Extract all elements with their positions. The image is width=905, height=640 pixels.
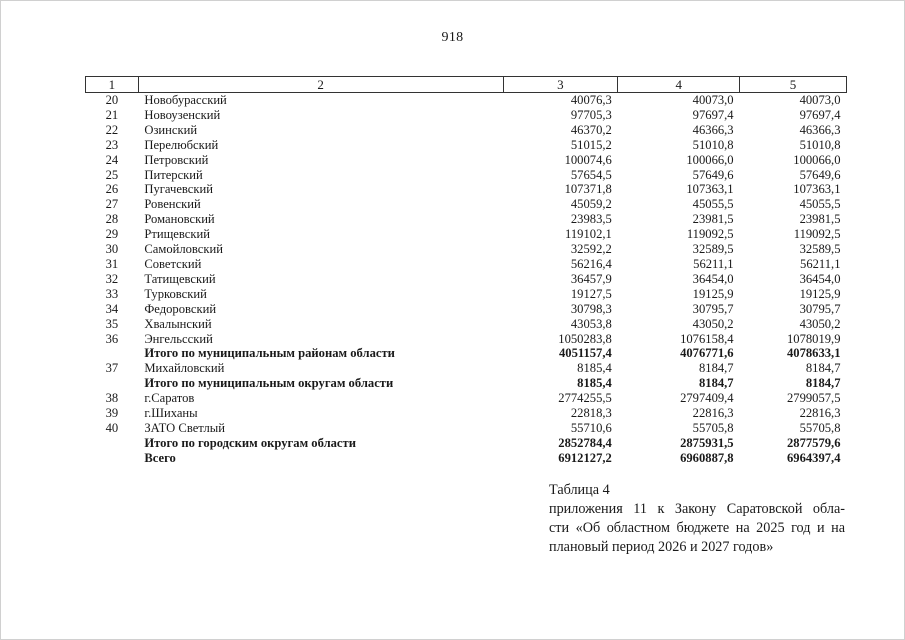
row-number: 36: [105, 331, 119, 346]
row-value-col5: 119092,5: [793, 227, 841, 242]
table-row: [86, 272, 847, 287]
page-number: 918: [441, 30, 464, 45]
row-number: [86, 451, 139, 466]
row-value-col5: 51010,8: [799, 137, 841, 152]
row-name: Федоровский: [144, 301, 217, 316]
table-row: [86, 212, 847, 227]
row-value-col3: 119102,1: [565, 227, 612, 242]
row-value-col3: 55710,6: [570, 420, 612, 435]
row-number: [86, 436, 139, 451]
row-number: 39: [105, 406, 119, 421]
row-value-col4: 51010,8: [692, 137, 734, 152]
caption-title: Таблица 4: [549, 482, 610, 498]
row-value-col5: 22816,3: [799, 406, 841, 421]
row-number: 37: [105, 361, 119, 376]
row-value-col4: 100066,0: [686, 152, 734, 167]
row-value-col5: 1078019,9: [786, 331, 841, 346]
table-row: [86, 93, 847, 108]
row-value-col4: 40073,0: [692, 93, 734, 107]
row-name: Татищевский: [144, 271, 216, 286]
table-header: [86, 77, 847, 93]
row-number: 38: [105, 391, 119, 406]
table-row: [86, 317, 847, 332]
row-value-col5: 45055,5: [799, 197, 841, 212]
column-header-1: 1: [86, 77, 139, 93]
table-row: [86, 182, 847, 197]
row-value-col5: 55705,8: [799, 420, 841, 435]
row-number: 26: [105, 182, 119, 197]
row-value-col4: 30795,7: [692, 301, 734, 316]
row-name: Советский: [144, 256, 202, 271]
row-number: [86, 346, 139, 361]
row-value-col4: 45055,5: [692, 197, 734, 212]
header-row: [86, 77, 847, 93]
row-name: Новобурасский: [144, 93, 227, 107]
row-value-col5: 100066,0: [793, 152, 841, 167]
row-name: Хвалынский: [144, 316, 212, 331]
row-value-col3: 1050283,8: [558, 331, 612, 346]
row-name: Пугачевский: [144, 182, 213, 197]
row-value-col5: 32589,5: [799, 242, 841, 257]
table-row: [86, 168, 847, 183]
row-value-col3: 6912127,2: [558, 450, 612, 465]
row-number: 25: [105, 167, 119, 182]
row-value-col3: 8185,4: [577, 361, 612, 376]
table-total-row: [86, 376, 847, 391]
row-value-col3: 56216,4: [570, 256, 612, 271]
row-name: Итого по городским округам области: [144, 435, 356, 450]
row-value-col5: 8184,7: [805, 361, 841, 376]
row-value-col3: 97705,3: [570, 107, 612, 122]
row-value-col5: 2799057,5: [786, 391, 841, 406]
row-value-col4: 23981,5: [692, 212, 734, 227]
row-value-col5: 30795,7: [799, 301, 841, 316]
row-value-col3: 32592,2: [570, 242, 612, 257]
row-number: 29: [105, 227, 119, 242]
row-name: Новоузенский: [144, 107, 221, 122]
column-header-3: 3: [503, 77, 618, 93]
row-value-col4: 2797409,4: [680, 391, 734, 406]
row-value-col5: 97697,4: [799, 107, 841, 122]
table-row: [86, 391, 847, 406]
row-value-col3: 22818,3: [570, 406, 612, 421]
row-value-col5: 19125,9: [799, 286, 841, 301]
table-row: [86, 257, 847, 272]
row-name: ЗАТО Светлый: [144, 420, 225, 435]
row-value-col5: 6964397,4: [786, 450, 841, 465]
row-value-col4: 8184,7: [698, 376, 734, 391]
row-number: 21: [105, 107, 119, 122]
table-row: [86, 153, 847, 168]
row-value-col5: 2877579,6: [786, 435, 841, 450]
row-value-col4: 107363,1: [686, 182, 734, 197]
row-value-col5: 56211,1: [800, 256, 841, 271]
table-total-row: [86, 436, 847, 451]
row-value-col4: 55705,8: [692, 420, 734, 435]
caption-line: плановый период 2026 и 2027 годов»: [549, 539, 774, 555]
caption-line: сти «Об областном бюджете на 2025 год и на: [549, 520, 845, 536]
row-name: Питерский: [144, 167, 203, 182]
row-number: 33: [105, 286, 119, 301]
row-name: Всего: [144, 450, 176, 465]
row-value-col5: 23981,5: [799, 212, 841, 227]
row-value-col4: 43050,2: [692, 316, 734, 331]
row-value-col4: 36454,0: [692, 271, 734, 286]
row-value-col3: 23983,5: [570, 212, 612, 227]
table-row: [86, 361, 847, 376]
row-value-col4: 57649,6: [692, 167, 734, 182]
table-row: [86, 123, 847, 138]
row-value-col3: 8185,4: [577, 376, 612, 391]
row-value-col3: 36457,9: [570, 271, 612, 286]
row-value-col3: 57654,5: [570, 167, 612, 182]
row-name: Итого по муниципальным округам области: [144, 376, 394, 391]
row-number: 22: [105, 122, 119, 137]
table-row: [86, 287, 847, 302]
column-header-4: 4: [618, 77, 740, 93]
table-row: [86, 421, 847, 436]
row-name: Самойловский: [144, 242, 223, 257]
table-total-row: [86, 346, 847, 361]
row-name: Михайловский: [144, 361, 225, 376]
row-value-col5: 40073,0: [799, 93, 841, 107]
row-number: 31: [105, 256, 119, 271]
row-value-col5: 36454,0: [799, 271, 841, 286]
row-name: Петровский: [144, 152, 209, 167]
row-value-col3: 45059,2: [570, 197, 612, 212]
row-number: 34: [105, 301, 119, 316]
row-value-col4: 22816,3: [692, 406, 734, 421]
row-number: 27: [105, 197, 119, 212]
row-name: Турковский: [144, 286, 207, 301]
table-row: [86, 108, 847, 123]
table-row: [86, 406, 847, 421]
table-row: [86, 138, 847, 153]
row-value-col5: 107363,1: [793, 182, 841, 197]
row-name: Перелюбский: [144, 137, 219, 152]
row-value-col4: 97697,4: [692, 107, 734, 122]
table-caption: [549, 481, 845, 557]
table-row: [86, 197, 847, 212]
row-number: 20: [105, 93, 119, 107]
row-value-col5: 46366,3: [799, 122, 841, 137]
row-value-col4: 46366,3: [692, 122, 734, 137]
budget-table: [85, 76, 847, 466]
row-value-col4: 19125,9: [692, 286, 734, 301]
row-number: 35: [105, 316, 119, 331]
table-row: [86, 302, 847, 317]
row-value-col5: 8184,7: [805, 376, 841, 391]
column-header-2: 2: [138, 77, 503, 93]
row-value-col3: 2852784,4: [558, 435, 612, 450]
row-name: Романовский: [144, 212, 215, 227]
row-name: Ровенский: [144, 197, 201, 212]
row-number: 40: [105, 420, 119, 435]
row-number: 24: [105, 152, 119, 167]
table-total-row: [86, 451, 847, 466]
row-name: г.Шиханы: [144, 406, 198, 421]
row-value-col4: 4076771,6: [680, 346, 734, 361]
row-value-col4: 2875931,5: [680, 435, 734, 450]
caption-line: приложения 11 к Закону Саратовской обла-: [549, 501, 845, 517]
table-row: [86, 227, 847, 242]
row-value-col3: 43053,8: [570, 316, 612, 331]
row-value-col4: 1076158,4: [680, 331, 734, 346]
row-value-col3: 19127,5: [570, 286, 612, 301]
row-value-col3: 30798,3: [570, 301, 612, 316]
row-value-col4: 8184,7: [698, 361, 734, 376]
row-value-col3: 51015,2: [570, 137, 612, 152]
row-value-col3: 4051157,4: [558, 346, 612, 361]
row-value-col5: 57649,6: [799, 167, 841, 182]
column-header-5: 5: [740, 77, 847, 93]
row-number: 32: [105, 271, 119, 286]
table-row: [86, 332, 847, 347]
row-name: Энгельсский: [144, 331, 213, 346]
row-name: Озинский: [144, 122, 198, 137]
table-body: [86, 93, 847, 466]
table-row: [86, 242, 847, 257]
row-value-col3: 40076,3: [570, 93, 612, 107]
row-value-col3: 46370,2: [570, 122, 612, 137]
row-name: г.Саратов: [144, 391, 195, 406]
row-value-col4: 119092,5: [686, 227, 734, 242]
row-number: 23: [105, 137, 119, 152]
row-value-col4: 32589,5: [692, 242, 734, 257]
row-value-col3: 100074,6: [564, 152, 612, 167]
row-value-col3: 107371,8: [564, 182, 612, 197]
row-value-col4: 56211,1: [693, 256, 734, 271]
row-value-col4: 6960887,8: [680, 450, 734, 465]
row-name: Итого по муниципальным районам области: [144, 346, 395, 361]
row-number: 30: [105, 242, 119, 257]
row-value-col5: 43050,2: [799, 316, 841, 331]
row-name: Ртищевский: [144, 227, 210, 242]
row-number: 28: [105, 212, 119, 227]
row-value-col5: 4078633,1: [786, 346, 841, 361]
row-number: [86, 376, 139, 391]
row-value-col3: 2774255,5: [558, 391, 612, 406]
